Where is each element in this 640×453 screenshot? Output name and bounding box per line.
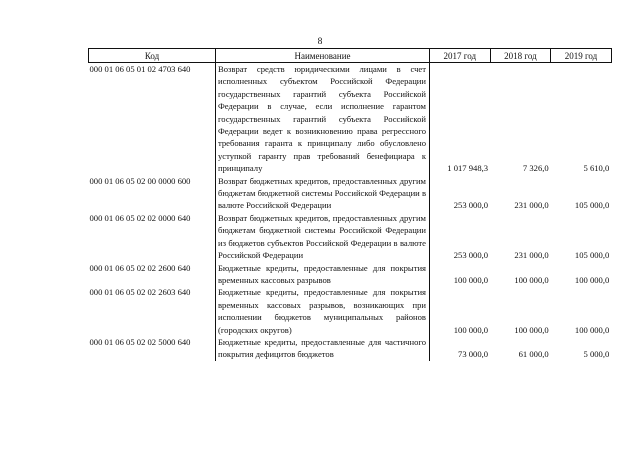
row-value-2019: 100 000,0 bbox=[574, 274, 610, 285]
row-code: 000 01 06 05 02 02 2600 640 bbox=[89, 262, 191, 273]
row-value-2019: 100 000,0 bbox=[574, 324, 610, 335]
row-name: Бюджетные кредиты, предоставленные для покрытия временных кассовых разрывов, возникающих при исполнении бюджетов муниципальных районов (городских округов) bbox=[216, 286, 430, 336]
row-name: Бюджетные кредиты, предоставленные для частичного покрытия дефицитов бюджетов bbox=[216, 336, 430, 361]
row-value-2019: 105 000,0 bbox=[574, 200, 610, 211]
header-2018: 2018 год bbox=[490, 49, 551, 63]
row-name: Возврат бюджетных кредитов, предоставленных другим бюджетам бюджетной системы Российской Федерации в валюте Российской Федерации bbox=[216, 175, 430, 212]
row-value-2018: 7 326,0 bbox=[522, 163, 549, 174]
page-number: 8 bbox=[317, 37, 323, 47]
row-code: 000 01 06 05 02 02 0000 640 bbox=[89, 212, 191, 223]
table-row bbox=[89, 336, 612, 361]
table-row bbox=[89, 63, 612, 175]
row-name: Возврат бюджетных кредитов, предоставленных другим бюджетам бюджетной системы Российской Федерации из бюджетов субъектов Российской Федерации в валюте Российской Федерации bbox=[216, 212, 430, 262]
row-value-2018: 100 000,0 bbox=[514, 274, 549, 285]
row-value-2017: 100 000,0 bbox=[453, 274, 489, 285]
table-row bbox=[89, 262, 612, 287]
table-row bbox=[89, 175, 612, 212]
table-header-row bbox=[89, 49, 612, 63]
row-value-2017: 1 017 948,3 bbox=[447, 163, 489, 174]
header-name: Наименование bbox=[216, 49, 430, 63]
row-value-2018: 231 000,0 bbox=[514, 200, 549, 211]
row-value-2019: 5 610,0 bbox=[583, 163, 610, 174]
row-code: 000 01 06 05 01 02 4703 640 bbox=[89, 64, 191, 74]
budget-table bbox=[88, 48, 612, 361]
row-code: 000 01 06 05 02 00 0000 600 bbox=[89, 175, 191, 186]
header-2017: 2017 год bbox=[430, 49, 491, 63]
row-code: 000 01 06 05 02 02 2603 640 bbox=[89, 287, 191, 298]
row-value-2017: 73 000,0 bbox=[458, 349, 489, 360]
row-value-2018: 61 000,0 bbox=[518, 349, 549, 360]
row-name: Бюджетные кредиты, предоставленные для покрытия временных кассовых разрывов bbox=[216, 262, 430, 287]
row-value-2018: 231 000,0 bbox=[514, 250, 549, 261]
row-value-2018: 100 000,0 bbox=[514, 324, 549, 335]
row-value-2017: 100 000,0 bbox=[453, 324, 489, 335]
header-2019: 2019 год bbox=[551, 49, 612, 63]
table-row bbox=[89, 286, 612, 336]
row-value-2017: 253 000,0 bbox=[453, 250, 489, 261]
header-code: Код bbox=[89, 49, 216, 63]
row-code: 000 01 06 05 02 02 5000 640 bbox=[89, 336, 191, 347]
table-row bbox=[89, 212, 612, 262]
row-value-2019: 105 000,0 bbox=[574, 250, 610, 261]
row-name: Возврат средств юридическими лицами в счет исполненных субъектом Российской Федерации государственных гарантий субъекта Российской Федерации в случае, если исполнение гарантом государственных гарантий субъекта Российской Федерации ведет к возникновению права регрессного требования гаранта к принципалу либо обусловлено уступкой гаранту прав требований бенефициара к принципалу bbox=[216, 63, 430, 175]
row-value-2017: 253 000,0 bbox=[453, 200, 489, 211]
row-value-2019: 5 000,0 bbox=[583, 349, 610, 360]
